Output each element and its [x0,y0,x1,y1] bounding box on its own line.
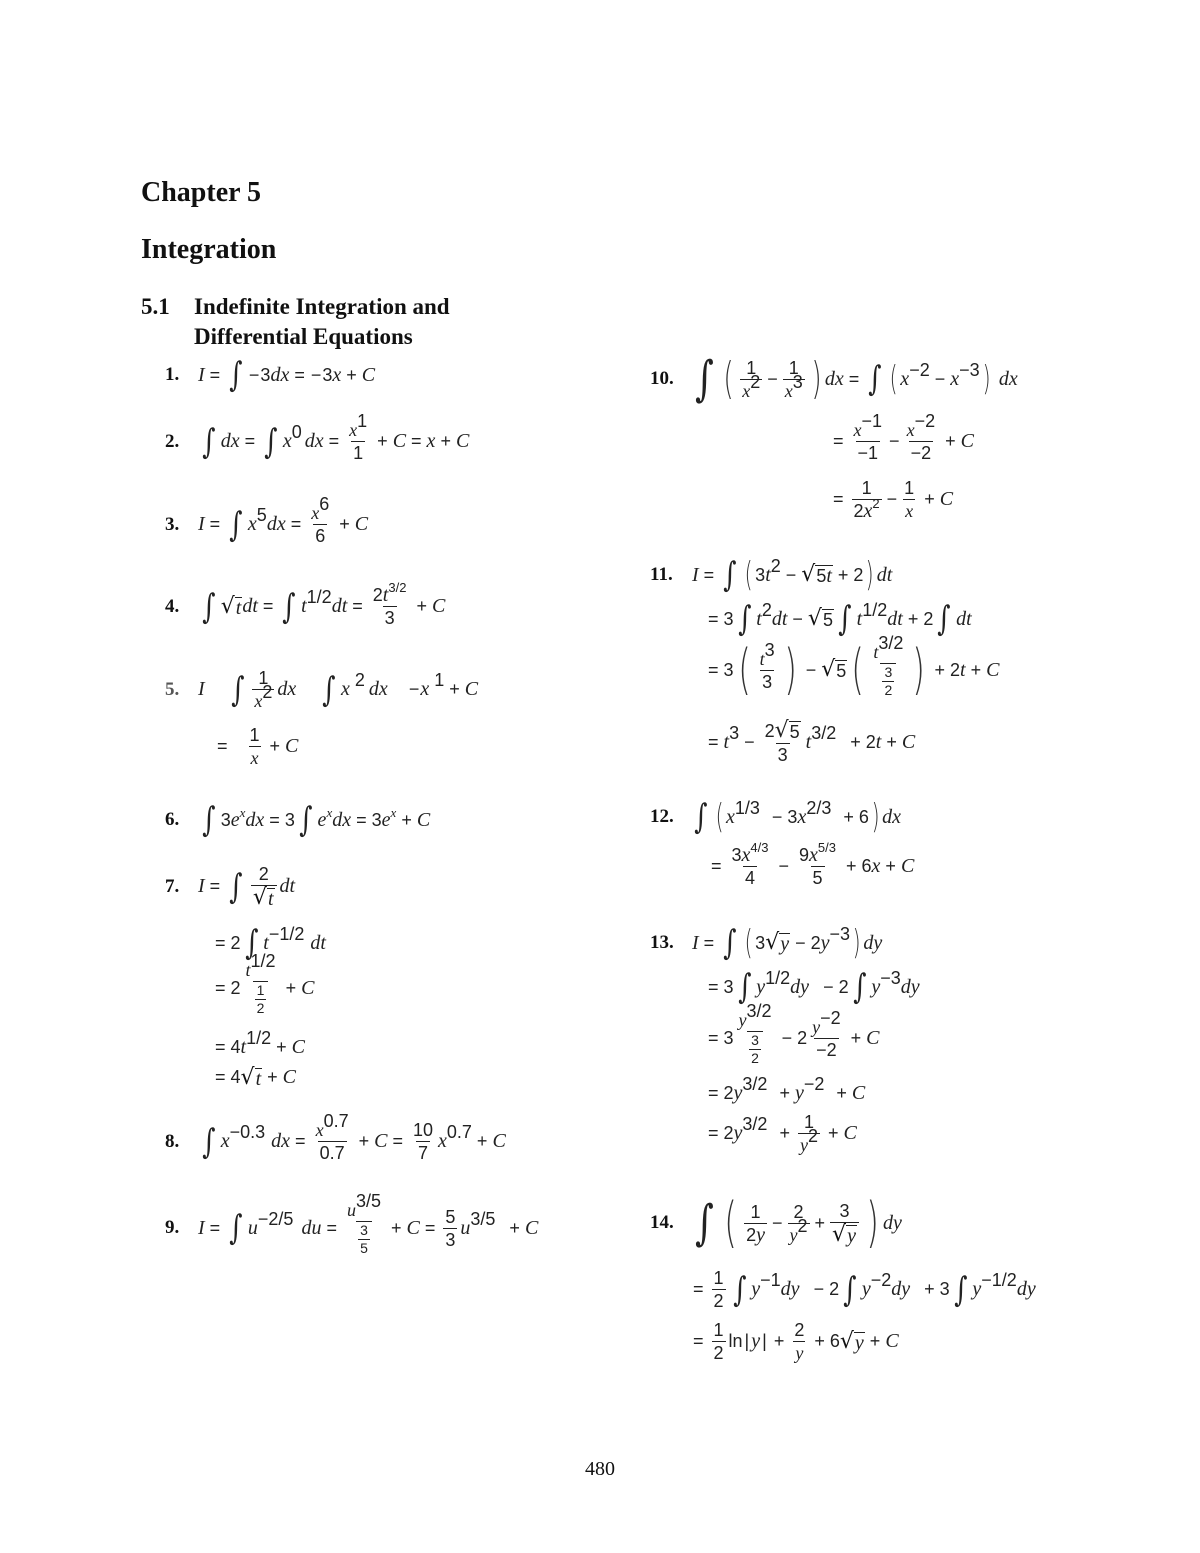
problem-number: 11. [650,564,673,585]
problem-11-line4: = $t^3$ − 2 √ 5 3 $t^{3/2}$ + 2 t + C [708,718,916,765]
problem-number: 3. [165,513,180,535]
problem-3: 3. I = ∫ $x^5dx$ = $\frac{x^6}{6}$ + C [165,494,369,546]
problem-4: 4. ∫ √ t dt = ∫ $t^{1/2}dt$ = $\frac{2t^{3/2}}{3}$ + C [165,580,446,628]
problem-11-line3: = 3 ( $\frac{t^3}{3}$ ) − √ 5 ( $\frac{t^{3/2}}{\frac{3}{2}}$ ) + 2 t + C [708,633,1000,701]
problem-13-line3: = 3 $\frac{y^{3/2}}{\frac{3}{2}}$ − 2 $\frac{y^{-2}}{-2}$ + C [708,1001,880,1066]
problem-10-line3: = $\frac{1}{2x^2}$ − $\frac{1}{x}$ + C [833,478,954,522]
problem-11: 11. I = ∫ ( 3 $t^2$ − √ 5t + 2 ) dt [650,555,893,595]
problem-number: 4. [165,595,180,617]
page-number: 480 [585,1458,615,1480]
problem-13-line4: = 2 $y^{3/2}$ + $y^{-2}$ + C [708,1074,866,1104]
problem-5-line2: = $\frac{1}{x}$ + C [217,725,299,768]
problem-8: 8. ∫ $x^{-0.3}$ dx = $\frac{x^{0.7}}{0.7}$ + C = $\frac{10}{7}$ $x^{0.7}$ + C [165,1111,506,1163]
problem-10: 10. ∫ ( $\frac{1}{x^2}$ − $\frac{1}{x^3}$ ) dx = ∫ ( $x^{-2}$ − $x^{-3}$ ) dx [650,351,1018,407]
problem-5: 5. I ∫ $\frac{1}{x^2}$ dx ∫ x $^2$ dx − x $^1$ + C [165,668,479,711]
chapter-title: Integration [141,234,277,265]
problem-11-line2: = 3 ∫ $t^2dt$ − √ 5 ∫ $t^{1/2}dt$ + 2 ∫ dt [708,599,972,639]
problem-12-line2: = $\frac{3x^{4/3}}{4}$ − $\frac{9x^{5/3}}{5}$ + 6 x + C [711,840,915,888]
problem-13-line2: = 3 ∫ $y^{1/2}dy$ − 2 ∫ $y^{-3}dy$ [708,967,920,1007]
problem-number: 5. [165,678,180,700]
chapter-heading: Chapter 5 [141,177,262,208]
section-title-line1: Indefinite Integration and [194,294,450,319]
problem-14: 14. ∫ ( $\frac{1}{2y}$ − $\frac{2}{y^2}$ + 3 √ y ) dy [650,1191,902,1254]
problem-number: 9. [165,1217,180,1238]
problem-number: 12. [650,806,674,827]
problem-14-line2: = $\frac{1}{2}$ ∫ $y^{-1}dy$ − 2 ∫ $y^{-2}dy$ + 3 ∫ $y^{-1/2}dy$ [693,1268,1036,1311]
problem-7: 7. I = ∫ 2 √ t dt [165,864,296,910]
section-heading [141,292,450,352]
problem-number: 14. [650,1212,674,1233]
problem-7-line2: = 2 ∫ $t^{-1/2}$ dt [215,923,326,963]
problem-number: 10. [650,368,674,389]
problem-13: 13. I = ∫ ( 3 √ y − 2 $y^{-3}$ ) dy [650,923,883,963]
problem-number: 1. [165,364,180,385]
problem-7-line4: = 4 $t^{1/2}$ + C [215,1028,305,1058]
problem-10-line2: = $\frac{x^{-1}}{-1}$ − $\frac{x^{-2}}{-2}$ + C [833,411,974,463]
problem-6: 6. ∫ 3 $e^xdx$ = 3 ∫ $e^xdx$ = 3 $e^x$ + C [165,800,431,840]
problem-12: 12. ∫ ( $x^{1/3}$ − 3 $x^{2/3}$ + 6 ) dx [650,797,902,837]
section-number: 5.1 [141,294,170,319]
problem-9: 9. I = ∫ $u^{-2/5}$ du = $\frac{u^{3/5}}{\frac{3}{5}}$ + C = $\frac{5}{3}$ $u^{3/5}$ + C [165,1191,539,1256]
problem-number: 2. [165,430,180,452]
problem-1: 1. I = ∫ − 3 dx = − 3 x + C [165,355,376,395]
problem-2: 2. ∫ dx = ∫ $x^0$ dx = $\frac{x^1}{1}$ + C = x + C [165,411,470,463]
problem-number: 7. [165,875,180,897]
problem-number: 13. [650,932,674,953]
section-title-line2: Differential Equations [194,324,413,349]
problem-number: 6. [165,809,180,830]
problem-7-line3: = 2 $\frac{t^{1/2}}{\frac{1}{2}}$ + C [215,951,315,1016]
problem-7-line5: = 4 √ t + C [215,1064,296,1090]
problem-number: 8. [165,1130,180,1152]
problem-13-line5: = 2 $y^{3/2}$ + $\frac{1}{y^2}$ + C [708,1112,857,1155]
problem-14-line3: = $\frac{1}{2}$ ln | y | + $\frac{2}{y}$ + 6 √ y + C [693,1320,899,1363]
